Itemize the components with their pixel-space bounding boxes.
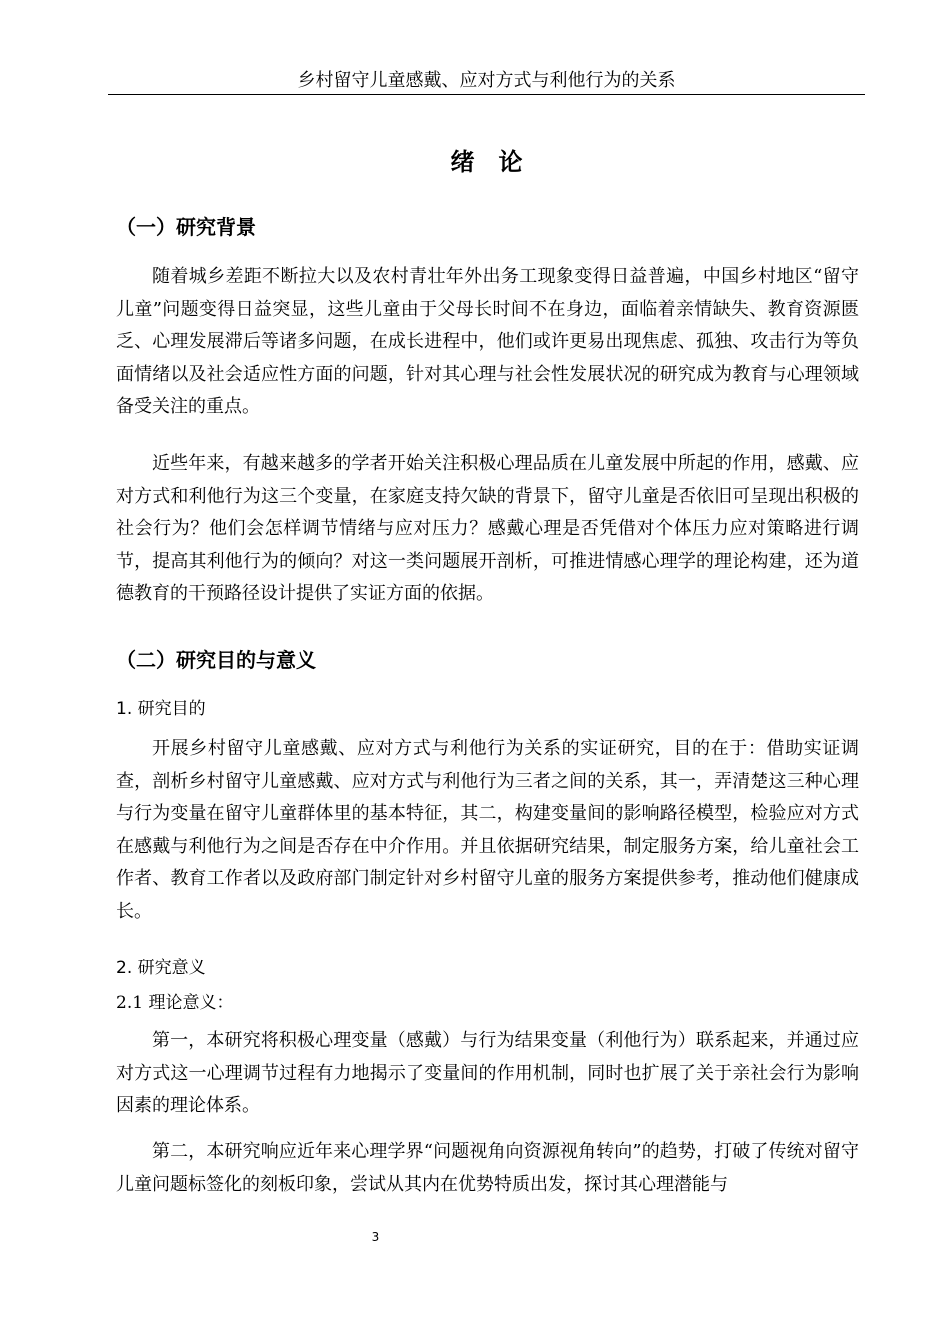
paragraph-background-1: 随着城乡差距不断拉大以及农村青壮年外出务工现象变得日益普遍，中国乡村地区“留守儿童”问题变得日益突显，这些儿童由于父母长时间不在身边，面临着亲情缺失、教育资源匮乏、心理发展滞后等诸多问题，在成长进程中，他们或许更易出现焦虑、孤独、攻击行为等负面情绪以及社会适应性方面的问题，针对其心理与社会性发展状况的研究成为教育与心理领域备受关注的重点。 bbox=[116, 266, 859, 417]
subheading-theory: 2.1 理论意义： bbox=[116, 993, 234, 1013]
paragraph-aim: 开展乡村留守儿童感戴、应对方式与利他行为关系的实证研究，目的在于：借助实证调查，剖析乡村留守儿童感戴、应对方式与利他行为三者之间的关系，其一，弄清楚这三种心理与行为变量在留守儿童群体里的基本特征，其二，构建变量间的影响路径模型，检验应对方式在感戴与利他行为之间是否存在中介作用。并且依据研究结果，制定服务方案，给儿童社会工作者、教育工作者以及政府部门制定针对乡村留守儿童的服务方案提供参考，推动他们健康成长。 bbox=[116, 738, 859, 922]
section-heading-background: （一）研究背景 bbox=[116, 215, 256, 239]
header-rule bbox=[108, 94, 865, 95]
page-number: 3 bbox=[371, 1230, 380, 1244]
chapter-title: 绪论 bbox=[450, 148, 547, 176]
paragraph-background-2: 近些年来，有越来越多的学者开始关注积极心理品质在儿童发展中所起的作用，感戴、应对方式和利他行为这三个变量，在家庭支持欠缺的背景下，留守儿童是否依旧可呈现出积极的社会行为？他们会怎样调节情绪与应对压力？感戴心理是否凭借对个体压力应对策略进行调节，提高其利他行为的倾向？对这一类问题展开剖析，可推进情感心理学的理论构建，还为道德教育的干预路径设计提供了实证方面的依据。 bbox=[116, 453, 859, 604]
paragraph-theory-2: 第二，本研究响应近年来心理学界“问题视角向资源视角转向”的趋势，打破了传统对留守儿童问题标签化的刻板印象，尝试从其内在优势特质出发，探讨其心理潜能与 bbox=[116, 1141, 859, 1195]
section-heading-purpose: （二）研究目的与意义 bbox=[116, 648, 316, 672]
subheading-significance: 2. 研究意义 bbox=[116, 958, 206, 978]
running-header: 乡村留守儿童感戴、应对方式与利他行为的关系 bbox=[297, 70, 676, 91]
paragraph-theory-1: 第一，本研究将积极心理变量（感戴）与行为结果变量（利他行为）联系起来，并通过应对方式这一心理调节过程有力地揭示了变量间的作用机制，同时也扩展了关于亲社会行为影响因素的理论体系。 bbox=[116, 1030, 859, 1116]
subheading-aim: 1. 研究目的 bbox=[116, 699, 206, 719]
